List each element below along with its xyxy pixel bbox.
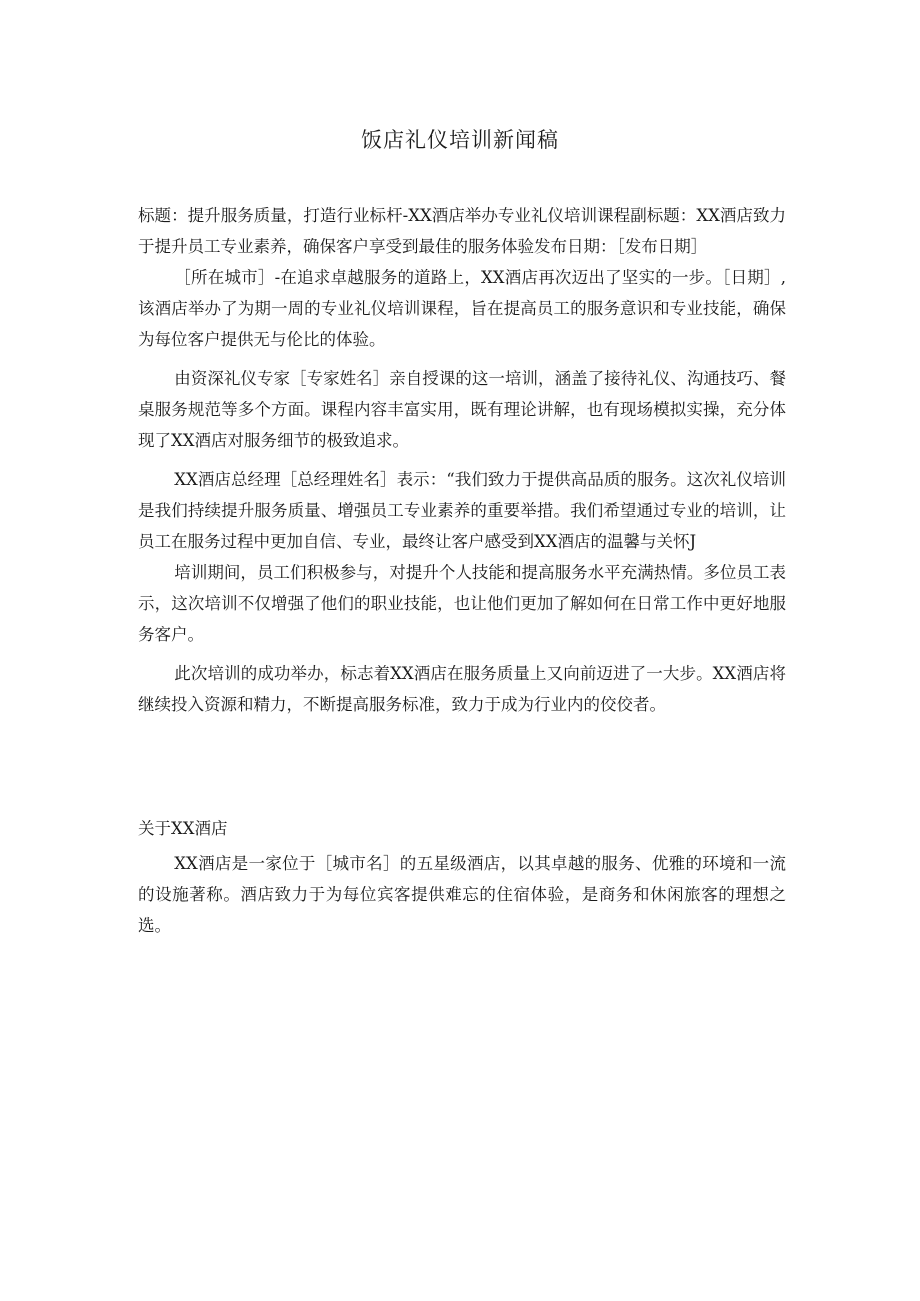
about-heading: 关于XX酒店 xyxy=(138,819,228,838)
about-text: XX酒店是一家位于［城市名］的五星级酒店，以其卓越的服务、优雅的环境和一流的设施著称。酒店致力于为每位宾客提供难忘的住宿体验，是商务和休闲旅客的理想之选。 xyxy=(138,854,786,935)
paragraph: 培训期间，员工们积极参与，对提升个人技能和提高服务水平充满热情。多位员工表示，这次培训不仅增强了他们的职业技能，也让他们更加了解如何在日常工作中更好地服务客户。 xyxy=(138,563,786,644)
about-section xyxy=(138,813,786,941)
document-title: 饭店礼仪培训新闻稿 xyxy=(361,128,559,152)
paragraph: 此次培训的成功举办，标志着XX酒店在服务质量上又向前迈进了一大步。XX酒店将继续投入资源和精力，不断提高服务标准，致力于成为行业内的佼佼者。 xyxy=(138,664,786,714)
header-block: 标题：提升服务质量，打造行业标杆-XX酒店举办专业礼仪培训课程副标题：XX酒店致力于提升员工专业素养，确保客户享受到最佳的服务体验发布日期：［发布日期］ xyxy=(138,206,786,256)
paragraph: ［所在城市］-在追求卓越服务的道路上，XX酒店再次迈出了坚实的一步。［日期］,该酒店举办了为期一周的专业礼仪培训课程，旨在提高员工的服务意识和专业技能，确保为每位客户提供无与伦比的体验。 xyxy=(138,268,786,349)
paragraph: XX酒店总经理［总经理姓名］表示：“我们致力于提供高品质的服务。这次礼仪培训是我们持续提升服务质量、增强员工专业素养的重要举措。我们希望通过专业的培训，让员工在服务过程中更加自信、专业，最终让客户感受到XX酒店的温馨与关怀J xyxy=(138,470,786,551)
paragraph: 由资深礼仪专家［专家姓名］亲自授课的这一培训，涵盖了接待礼仪、沟通技巧、餐桌服务规范等多个方面。课程内容丰富实用，既有理论讲解，也有现场模拟实操，充分体现了XX酒店对服务细节的极致追求。 xyxy=(138,369,786,450)
document-body xyxy=(138,200,786,720)
